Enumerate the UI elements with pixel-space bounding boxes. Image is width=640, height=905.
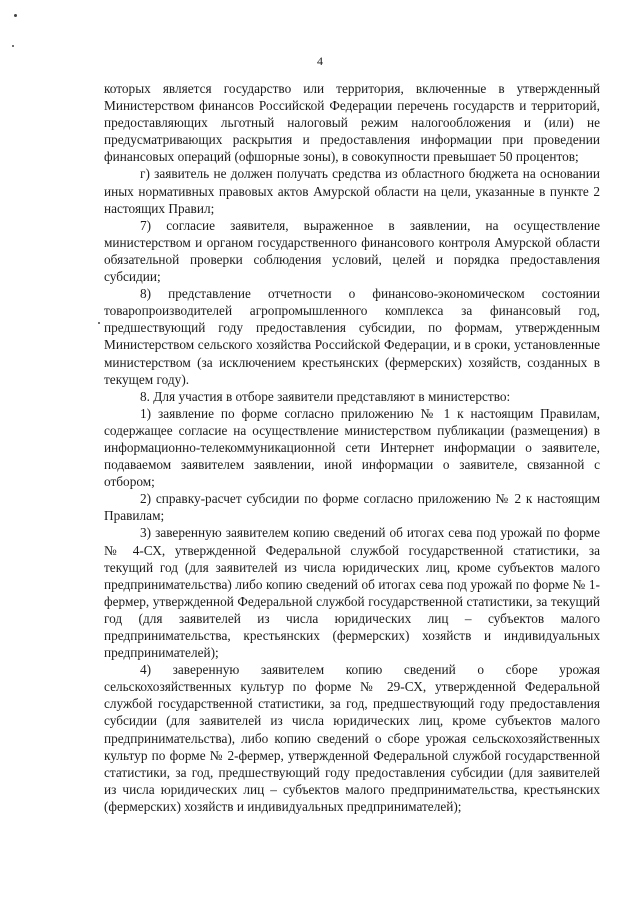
paragraph: 7) согласие заявителя, выраженное в заявлении, на осуществление министерством и органом государственного финансового контроля Амурской области обязательной проверки соблюдения условий, целей и порядка предоставления субсидии; [104, 217, 600, 285]
paragraph: 4) заверенную заявителем копию сведений о сборе урожая сельскохозяйственных культур по форме № 29-СХ, утвержденной Федеральной службой государственной статистики, за год, предшествующий году предоставления субсидии (для заявителей из числа юридических лиц, кроме субъектов малого предпринимательства), либо копию сведений о сборе урожая сельскохозяйственных культур по форме № 2-фермер, утвержденной Федеральной службой государственной статистики, за год, предшествующий году предоставления субсидии (для заявителей из числа юридических лиц – субъектов малого предпринимательства, крестьянских (фермерских) хозяйств и индивидуальных предпринимателей); [104, 662, 600, 814]
paragraph: 8. Для участия в отборе заявители представляют в министерство: [140, 388, 511, 404]
paragraph: 3) заверенную заявителем копию сведений об итогах сева под урожай по форме № 4-СХ, утвержденной Федеральной службой государственной статистики, за текущий год (для заявителей из числа юридических лиц, кроме субъектов малого предпринимательства) либо копию сведений об итогах сева под урожай по форме № 1-фермер, утвержденной Федеральной службой государственной статистики, за текущий год (для заявителей из числа юридических лиц – субъектов малого предпринимательства, крестьянских (фермерских) хозяйств и индивидуальных предпринимателей); [104, 525, 600, 661]
scan-speck [98, 322, 100, 324]
page-number: 4 [317, 54, 323, 68]
paragraph: 8) представление отчетности о финансово-экономическом состоянии товаропроизводителей агропромышленного комплекса за финансовый год, предшествующий году предоставления субсидии, по формам, утвержденным Министерством сельского хозяйства Российской Федерации, и в сроки, установленные министерством (за исключением крестьянских (фермерских) хозяйств, созданных в текущем году). [104, 286, 600, 387]
paragraph: которых является государство или территория, включенные в утвержденный Министерством финансов Российской Федерации перечень государств и территорий, предоставляющих льготный налоговый режим налогообложения и (или) не предусматривающих раскрытия и предоставления информации при проведении финансовых операций (офшорные зоны), в совокупности превышает 50 процентов; [104, 81, 600, 165]
scan-speck [12, 45, 14, 47]
scan-speck [14, 14, 17, 17]
paragraph: 1) заявление по форме согласно приложению № 1 к настоящим Правилам, содержащее согласие на осуществление министерством публикации (размещения) в информационно-телекоммуникационной сети Интернет информации о заявителе, подаваемом заявителем заявлении, иной информации о заявителе, связанной с отбором; [104, 405, 600, 490]
paragraph: г) заявитель не должен получать средства из областного бюджета на основании иных нормативных правовых актов Амурской области на цели, указанные в пункте 2 настоящих Правил; [104, 166, 600, 216]
paragraph: 2) справку-расчет субсидии по форме согласно приложению № 2 к настоящим Правилам; [104, 491, 600, 524]
document-body [104, 80, 600, 815]
